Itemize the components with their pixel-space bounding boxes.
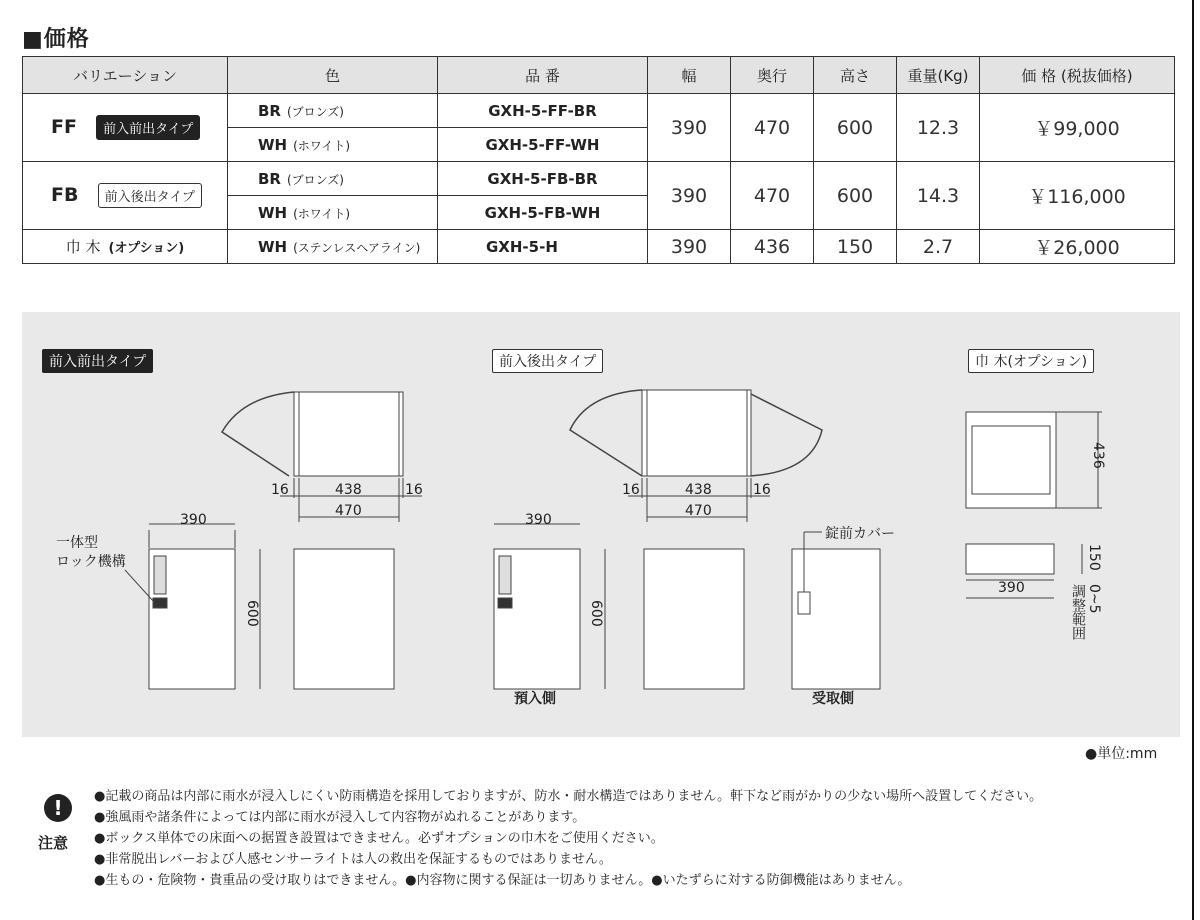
dim-label: 600 <box>244 600 260 627</box>
dim-label: 436 <box>1090 442 1106 469</box>
variation-cell <box>23 230 228 264</box>
part-number-cell: GXH-5-FB-BR <box>438 162 648 196</box>
header-width: 幅 <box>648 57 731 94</box>
list-item: ●生もの・危険物・貴重品の受け取りはできません。●内容物に関する保証は一切ありません。●いたずらに対する防御機能はありません。 <box>94 873 911 888</box>
height-cell: 600 <box>814 162 897 230</box>
dim-label: 470 <box>335 503 362 519</box>
list-item: ●強風雨や諸条件によっては内部に雨水が浸入して内容物がぬれることがあります。 <box>94 810 586 825</box>
header-weight: 重量(Kg) <box>897 57 980 94</box>
color-name: (ブロンズ) <box>286 104 344 119</box>
color-name: (ホワイト) <box>293 206 351 221</box>
price-cell: ￥26,000 <box>980 230 1175 264</box>
caution-notes <box>94 786 1042 891</box>
variation-cell <box>23 94 228 162</box>
header-variation: バリエーション <box>23 57 228 94</box>
part-number-cell: GXH-5-H <box>438 230 648 264</box>
lock-mechanism-label: ロック機構 <box>56 554 126 570</box>
dim-label: 16 <box>271 482 289 498</box>
color-code: BR <box>258 169 281 188</box>
list-item: ●記載の商品は内部に雨水が浸入しにくい防雨構造を採用しておりますが、防水・耐水構造ではありません。軒下など雨がかりの少ない場所へ設置してください。 <box>94 789 1043 804</box>
price-table <box>22 56 1175 264</box>
option-name: 巾 木 <box>65 238 101 256</box>
diagram-label-fb: 前入後出タイプ <box>492 349 603 373</box>
weight-cell: 12.3 <box>897 94 980 162</box>
color-code: BR <box>258 101 281 120</box>
diagram-label-ff: 前入前出タイプ <box>42 349 153 373</box>
header-part-number: 品 番 <box>438 57 648 94</box>
depth-cell: 470 <box>731 162 814 230</box>
variation-tag: 前入後出タイプ <box>98 183 202 208</box>
header-color: 色 <box>228 57 438 94</box>
deposit-side-label: 預入側 <box>514 691 556 707</box>
dim-label: 16 <box>405 482 423 498</box>
price-cell: ￥99,000 <box>980 94 1175 162</box>
page-edge-rule <box>1192 0 1194 920</box>
depth-cell: 470 <box>731 94 814 162</box>
key-cover-label: 錠前カバー <box>825 526 895 542</box>
dim-label: 390 <box>180 512 207 528</box>
color-name: (ブロンズ) <box>286 172 344 187</box>
dim-label: 470 <box>685 503 712 519</box>
weight-cell: 14.3 <box>897 162 980 230</box>
diagram-label-option: 巾 木(オプション) <box>968 349 1094 373</box>
option-name-sub: (オプション) <box>108 241 185 256</box>
adjust-range-label: 調整範囲 <box>1070 584 1086 640</box>
width-cell: 390 <box>648 230 731 264</box>
color-cell <box>228 162 438 196</box>
color-cell <box>228 196 438 230</box>
variation-code: FF <box>51 116 77 138</box>
dim-label: 16 <box>753 482 771 498</box>
list-item: ●非常脱出レバーおよび人感センサーライトは人の救出を保証するものではありません。 <box>94 852 612 867</box>
color-cell <box>228 230 438 264</box>
color-code: WH <box>258 135 288 154</box>
dim-label: 438 <box>335 482 362 498</box>
variation-cell <box>23 162 228 230</box>
width-cell: 390 <box>648 94 731 162</box>
header-price: 価 格 (税抜価格) <box>980 57 1175 94</box>
color-name: (ステンレスヘアライン) <box>293 240 421 255</box>
depth-cell: 436 <box>731 230 814 264</box>
header-depth: 奥行 <box>731 57 814 94</box>
dim-label: 16 <box>622 482 640 498</box>
part-number-cell: GXH-5-FB-WH <box>438 196 648 230</box>
table-row <box>23 162 1175 196</box>
color-code: WH <box>258 237 288 256</box>
header-height: 高さ <box>814 57 897 94</box>
width-cell: 390 <box>648 162 731 230</box>
variation-code: FB <box>51 184 79 206</box>
table-row <box>23 230 1175 264</box>
color-name: (ホワイト) <box>293 138 351 153</box>
page-title: ■価格 <box>22 27 90 52</box>
dim-label: 390 <box>998 580 1025 596</box>
part-number-cell: GXH-5-FF-BR <box>438 94 648 128</box>
dimension-diagram <box>22 312 1180 737</box>
variation-tag: 前入前出タイプ <box>96 115 200 140</box>
unit-note: ●単位:mm <box>1085 746 1158 762</box>
dim-label: 390 <box>525 512 552 528</box>
dim-label: 150 <box>1086 544 1102 571</box>
caution-label: 注意 <box>38 834 69 852</box>
dim-label: 438 <box>685 482 712 498</box>
table-header-row <box>23 57 1175 94</box>
height-cell: 600 <box>814 94 897 162</box>
caution-icon: ! <box>44 794 72 822</box>
color-cell <box>228 128 438 162</box>
adjust-range-value: 0~5 <box>1086 584 1102 614</box>
lock-mechanism-label: 一体型 <box>56 535 98 551</box>
receive-side-label: 受取側 <box>812 691 854 707</box>
list-item: ●ボックス単体での床面への据置き設置はできません。必ずオプションの巾木をご使用ください。 <box>94 831 664 846</box>
color-cell <box>228 94 438 128</box>
table-row <box>23 94 1175 128</box>
weight-cell: 2.7 <box>897 230 980 264</box>
price-cell: ￥116,000 <box>980 162 1175 230</box>
color-code: WH <box>258 203 288 222</box>
dim-label: 600 <box>588 600 604 627</box>
height-cell: 150 <box>814 230 897 264</box>
part-number-cell: GXH-5-FF-WH <box>438 128 648 162</box>
